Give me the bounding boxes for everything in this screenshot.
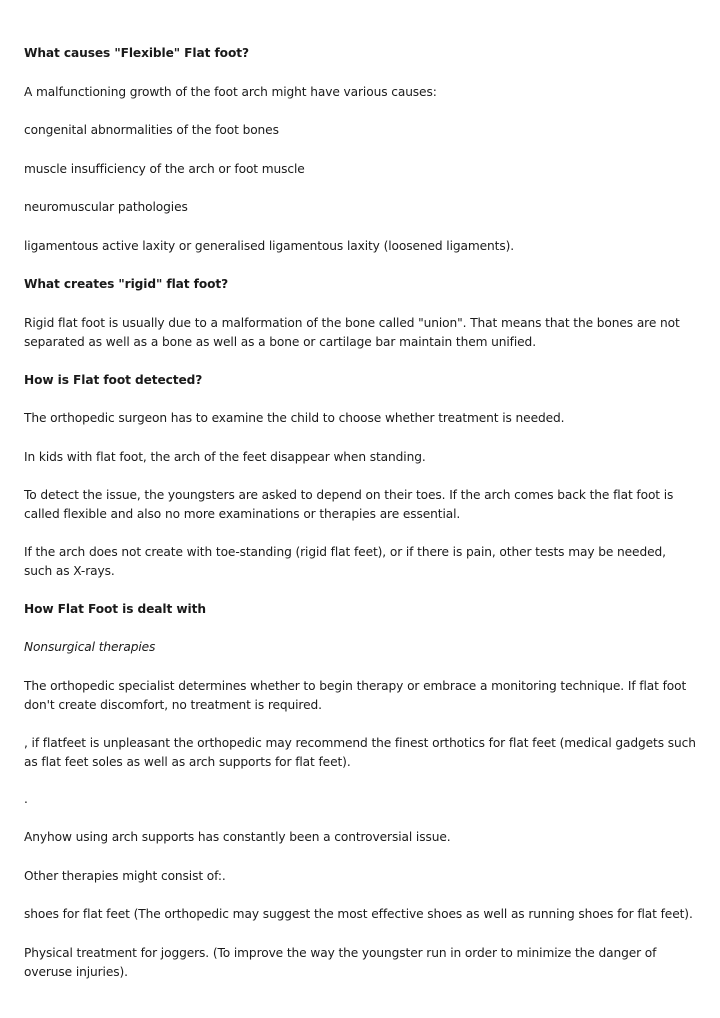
heading-flexible-flat-foot: What causes "Flexible" Flat foot?: [24, 46, 249, 60]
paragraph-orthotics: , if flatfeet is unpleasant the orthopedic may recommend the finest orthotics for flat feet (medical gadgets such as flat feet soles as well as arch supports for flat feet).: [24, 736, 696, 769]
heading-treatment: How Flat Foot is dealt with: [24, 602, 206, 616]
paragraph-congenital: congenital abnormalities of the foot bones: [24, 123, 279, 137]
heading-rigid-flat-foot: What creates "rigid" flat foot?: [24, 277, 229, 291]
paragraph-rigid-explanation: Rigid flat foot is usually due to a malformation of the bone called "union". That means that the bones are not separated as well as a bone as well as a bone or cartilage bar maintain them unified.: [24, 316, 680, 349]
paragraph-ligamentous: ligamentous active laxity or generalised ligamentous laxity (loosened ligaments).: [24, 239, 515, 253]
paragraph-period: .: [24, 792, 28, 806]
paragraph-arch-disappear: In kids with flat foot, the arch of the feet disappear when standing.: [24, 450, 426, 464]
paragraph-muscle-insufficiency: muscle insufficiency of the arch or foot muscle: [24, 162, 305, 176]
subheading-nonsurgical: Nonsurgical therapies: [24, 640, 156, 654]
paragraph-shoes: shoes for flat feet (The orthopedic may suggest the most effective shoes as well as running shoes for flat feet).: [24, 907, 693, 921]
paragraph-arch-supports: Anyhow using arch supports has constantly been a controversial issue.: [24, 830, 451, 844]
paragraph-x-rays: If the arch does not create with toe-standing (rigid flat feet), or if there is pain, other tests may be needed, such as X-rays.: [24, 545, 666, 578]
paragraph-causes-intro: A malfunctioning growth of the foot arch might have various causes:: [24, 85, 437, 99]
paragraph-other-therapies: Other therapies might consist of:.: [24, 869, 226, 883]
paragraph-examine: The orthopedic surgeon has to examine the child to choose whether treatment is needed.: [24, 411, 565, 425]
paragraph-physical-treatment: Physical treatment for joggers. (To improve the way the youngster run in order to minimize the danger of overuse injuries).: [24, 946, 657, 979]
heading-detection: How is Flat foot detected?: [24, 373, 203, 387]
paragraph-monitoring: The orthopedic specialist determines whether to begin therapy or embrace a monitoring technique. If flat foot don't create discomfort, no treatment is required.: [24, 679, 687, 712]
paragraph-toe-test: To detect the issue, the youngsters are asked to depend on their toes. If the arch comes back the flat foot is called flexible and also no more examinations or therapies are essential.: [24, 488, 674, 521]
paragraph-neuromuscular: neuromuscular pathologies: [24, 200, 188, 214]
